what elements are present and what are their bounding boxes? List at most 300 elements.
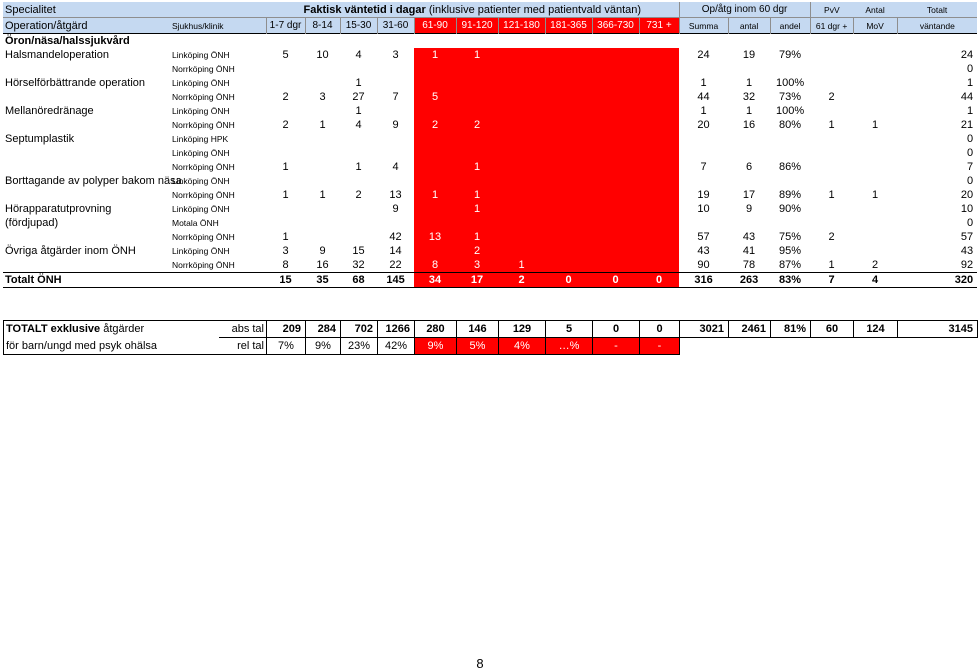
summa-cell: 43 [697,245,710,257]
wait-range-cell-7 [498,244,545,258]
andel-cell: 80% [779,119,802,131]
wait-range-cell-10 [639,76,679,90]
wait-range-cell-7 [498,202,545,216]
wait-range-cell-4: 9 [392,119,399,131]
mov-cell [853,160,897,174]
wait-range-cell-9 [592,216,639,230]
operation-cell [3,230,169,244]
header-wait-title-rest: (inklusive patienter med patientvald väntan) [425,3,642,16]
data-row [3,62,977,76]
summary-abs-cell: 129 [499,321,546,338]
wait-range-cell-5 [414,132,456,146]
header-specialitet: Specialitet [3,2,266,18]
operation-cell: Halsmandeloperation [5,49,109,61]
wait-range-cell-3 [340,230,377,244]
wait-range-cell-2 [305,230,340,244]
wait-range-cell-6: 2 [456,118,498,132]
operation-cell: Borttagande av polyper bakom näsa [5,175,182,187]
wait-range-cell-5: 2 [414,118,456,132]
wait-range-cell-4 [377,76,414,90]
wait-range-cell-9: 0 [592,273,639,288]
wait-range-cell-6 [456,76,498,90]
wait-range-cell-3: 68 [340,273,377,288]
header-range-6: 91-120 [456,18,498,34]
wait-range-cell-10 [639,90,679,104]
g61-cell: 1 [828,189,835,201]
wait-range-cell-4: 22 [389,259,402,271]
clinic-cell: Linköping ÖNH [172,246,230,256]
clinic-cell: Norrköping ÖNH [172,120,235,130]
data-row [3,160,977,174]
vant-cell: 57 [960,231,974,243]
summary-abs-cell: 124 [854,321,898,338]
antal-cell: 263 [728,273,770,288]
andel-cell: 89% [779,189,802,201]
wait-range-cell-7 [498,104,545,118]
wait-range-cell-2 [305,160,340,174]
andel-cell: 73% [779,91,802,103]
wait-range-cell-6 [456,146,498,160]
g61-cell [810,244,853,258]
wait-range-cell-6: 1 [456,48,498,62]
wait-range-cell-10 [639,188,679,202]
header-mov: MoV [853,18,897,34]
mov-cell: 2 [872,259,879,271]
mov-cell [853,244,897,258]
mov-cell [853,202,897,216]
wait-range-cell-4 [377,104,414,118]
mov-cell: 1 [872,189,879,201]
clinic-cell: Norrköping ÖNH [172,162,235,172]
operation-cell: Hörapparatutprovning [5,203,112,215]
vant-cell: 0 [966,147,974,159]
wait-range-cell-1 [266,132,305,146]
wait-range-cell-3: 2 [355,189,362,201]
operation-cell [3,62,169,76]
summa-cell: 1 [700,77,707,89]
clinic-cell: Norrköping ÖNH [172,64,235,74]
wait-range-cell-3: 27 [352,91,365,103]
summary-empty-cell [729,338,771,355]
wait-range-cell-2 [305,174,340,188]
operation-cell [3,146,169,160]
header-summa: Summa [679,18,728,34]
andel-cell: 83% [770,273,810,288]
wait-range-cell-8 [545,132,592,146]
antal-cell [728,174,770,188]
antal-cell: 19 [742,49,756,61]
wait-range-cell-9 [592,76,639,90]
wait-range-cell-1 [266,202,305,216]
header-pvv: PvV [810,2,853,18]
wait-range-cell-3 [340,62,377,76]
mov-cell [853,104,897,118]
wait-range-cell-3 [340,202,377,216]
summary-label-2: för barn/ungd med psyk ohälsa [4,338,219,355]
wait-range-cell-7 [498,216,545,230]
summary-abs-cell: 284 [306,321,341,338]
wait-range-cell-6 [456,62,498,76]
summary-abs-cell: 280 [415,321,457,338]
clinic-cell: Linköping ÖNH [172,148,230,158]
wait-range-cell-8 [545,216,592,230]
summary-abs-cell: 5 [546,321,593,338]
wait-range-cell-9 [592,258,639,273]
wait-range-cell-5 [414,244,456,258]
andel-cell: 90% [779,203,802,215]
summary-empty-cell [771,338,811,355]
wait-range-cell-5 [414,62,456,76]
header-range-1: 1-7 dgr [266,18,305,34]
wait-range-cell-1: 1 [282,189,289,201]
operation-cell [3,90,169,104]
summary-empty-cell [680,338,729,355]
wait-range-cell-6 [456,216,498,230]
wait-range-cell-1 [266,104,305,118]
vant-cell: 1 [966,105,974,117]
summary-abs-row [4,321,978,338]
summary-abs-cell: 0 [593,321,640,338]
data-row [3,188,977,202]
summa-cell: 316 [679,273,728,288]
wait-range-cell-4 [377,132,414,146]
g61-cell [810,216,853,230]
wait-range-cell-3: 4 [355,49,362,61]
wait-range-cell-10 [639,230,679,244]
wait-range-cell-10 [639,202,679,216]
summa-cell: 20 [697,119,710,131]
data-row [3,258,977,273]
wait-range-cell-2: 16 [316,259,329,271]
wait-range-cell-8 [545,244,592,258]
wait-range-cell-9 [592,62,639,76]
summa-cell [679,174,728,188]
wait-range-cell-8 [545,146,592,160]
summary-rel-cell: 5% [457,338,499,355]
wait-range-cell-10 [639,174,679,188]
mov-cell [853,230,897,244]
wait-range-cell-2 [305,132,340,146]
summa-cell: 19 [697,189,710,201]
wait-range-cell-10 [639,160,679,174]
vant-cell: 0 [966,217,974,229]
header-range-4: 31-60 [377,18,414,34]
wait-range-cell-2: 1 [319,119,326,131]
header-vantande: väntande [897,18,977,34]
wait-range-cell-4: 3 [392,49,399,61]
summary-rel-cell: 4% [499,338,546,355]
andel-cell [770,146,810,160]
vant-cell: 44 [960,91,974,103]
wait-range-cell-8 [545,230,592,244]
antal-cell: 16 [742,119,756,131]
andel-cell: 95% [779,245,802,257]
operation-cell [3,118,169,132]
wait-range-cell-9 [592,90,639,104]
antal-cell [728,216,770,230]
g61-cell: 7 [810,273,853,288]
summary-label-1-rest: åtgärder [100,323,145,336]
wait-range-cell-4: 7 [392,91,399,103]
antal-cell: 41 [742,245,756,257]
mov-cell: 4 [853,273,897,288]
wait-range-cell-8 [545,118,592,132]
data-row [3,48,977,62]
summary-empty-cell [811,338,854,355]
summa-cell: 10 [697,203,710,215]
wait-range-cell-9 [592,188,639,202]
data-row [3,230,977,244]
wait-range-cell-7 [498,160,545,174]
vant-cell: 1 [966,77,974,89]
wait-range-cell-8: 0 [545,273,592,288]
g61-cell [810,160,853,174]
section-title: Öron/näsa/halssjukvård [3,34,977,49]
wait-range-cell-7 [498,188,545,202]
antal-cell: 43 [742,231,756,243]
wait-range-cell-5 [414,216,456,230]
wait-range-cell-1: 3 [282,245,289,257]
wait-range-cell-2: 35 [305,273,340,288]
wait-range-cell-1 [266,216,305,230]
summary-abs-cell: 702 [341,321,378,338]
summary-abs-cell: 60 [811,321,854,338]
antal-cell: 6 [745,161,753,173]
operation-cell: Septumplastik [5,133,75,145]
summary-rel-label: rel tal [219,338,267,355]
wait-range-cell-9 [592,174,639,188]
wait-range-cell-9 [592,48,639,62]
section-row [3,34,977,49]
mov-cell: 1 [872,119,879,131]
wait-range-cell-1: 5 [282,49,289,61]
clinic-cell: Norrköping ÖNH [172,92,235,102]
wait-range-cell-10 [639,48,679,62]
wait-range-cell-8 [545,48,592,62]
clinic-cell: Norrköping ÖNH [172,232,235,242]
operation-cell: Mellanöredränage [5,105,94,117]
data-row [3,118,977,132]
summa-cell: 57 [697,231,710,243]
vant-cell: 0 [966,63,974,75]
antal-cell: 9 [745,203,753,215]
wait-range-cell-6 [456,132,498,146]
wait-range-cell-8 [545,188,592,202]
wait-range-cell-9 [592,244,639,258]
wait-range-cell-9 [592,160,639,174]
wait-range-cell-5 [414,202,456,216]
summa-cell: 90 [697,259,710,271]
wait-range-cell-7 [498,76,545,90]
operation-cell: Hörselförbättrande operation [5,77,146,89]
header-range-2: 8-14 [305,18,340,34]
summa-cell: 1 [700,105,707,117]
vant-cell: 0 [966,175,974,187]
header-range-5: 61-90 [414,18,456,34]
summa-cell [679,146,728,160]
wait-range-cell-2: 10 [316,49,329,61]
andel-cell [770,62,810,76]
vant-cell: 0 [966,133,974,145]
wait-range-cell-4 [377,216,414,230]
header-range-10: 731 + [639,18,679,34]
header-row-2 [3,18,977,34]
wait-range-cell-2: 1 [319,189,326,201]
clinic-cell: Linköping ÖNH [172,176,230,186]
wait-range-cell-5: 13 [414,230,456,244]
wait-range-cell-2: 3 [319,91,326,103]
summary-rel-cell: 7% [267,338,306,355]
wait-range-cell-1: 8 [282,259,289,271]
wait-range-cell-1: 15 [266,273,305,288]
g61-cell [810,146,853,160]
summary-rel-cell: - [593,338,640,355]
header-wait-title [266,2,679,18]
vant-cell: 7 [966,161,974,173]
mov-cell [853,76,897,90]
vant-cell: 320 [897,273,977,288]
wait-range-cell-4: 42 [389,231,402,243]
andel-cell [770,132,810,146]
wait-range-cell-5 [414,104,456,118]
wait-range-cell-4 [377,62,414,76]
wait-range-cell-5: 34 [414,273,456,288]
header-andel: andel [770,18,810,34]
andel-cell: 87% [779,259,802,271]
wait-range-cell-7 [498,62,545,76]
header-op-atg: Op/åtg inom 60 dgr [679,2,810,18]
andel-cell [770,174,810,188]
wait-range-cell-7 [498,118,545,132]
wait-range-cell-4: 9 [392,203,399,215]
g61-cell: 1 [828,259,835,271]
wait-range-cell-3: 32 [352,259,365,271]
wait-range-cell-5 [414,160,456,174]
summary-abs-label: abs tal [219,321,267,338]
wait-range-cell-3: 15 [352,245,365,257]
andel-cell: 79% [779,49,802,61]
summary-rel-cell: 23% [341,338,378,355]
wait-range-cell-6: 1 [456,188,498,202]
g61-cell [810,76,853,90]
wait-range-cell-10 [639,132,679,146]
data-row [3,90,977,104]
wait-range-cell-7: 2 [498,273,545,288]
wait-range-cell-10 [639,216,679,230]
wait-range-cell-7: 1 [498,258,545,273]
data-row [3,76,977,90]
summa-cell: 24 [697,49,710,61]
summary-rel-cell: 9% [415,338,457,355]
g61-cell [810,62,853,76]
data-row [3,244,977,258]
mov-cell [853,216,897,230]
clinic-cell: Linköping ÖNH [172,106,230,116]
g61-cell [810,104,853,118]
wait-range-cell-1: 2 [282,119,289,131]
mov-cell [853,174,897,188]
header-sjukhus: Sjukhus/klinik [169,18,266,34]
wait-range-cell-9 [592,132,639,146]
wait-range-cell-7 [498,132,545,146]
summary-abs-cell: 209 [267,321,306,338]
wait-range-cell-4 [377,174,414,188]
header-range-3: 15-30 [340,18,377,34]
data-row [3,104,977,118]
header-61dgr: 61 dgr + [810,18,853,34]
wait-range-cell-6: 17 [456,273,498,288]
andel-cell: 100% [775,77,805,89]
wait-range-cell-1 [266,62,305,76]
vant-cell: 21 [960,119,974,131]
summary-abs-cell: 146 [457,321,499,338]
header-operation: Operation/åtgärd [3,18,169,34]
antal-cell: 1 [745,105,753,117]
wait-range-cell-6: 2 [456,244,498,258]
data-row [3,202,977,216]
wait-range-cell-7 [498,90,545,104]
data-row [3,174,977,188]
g61-cell: 1 [828,119,835,131]
header-totalt: Totalt [897,2,977,18]
clinic-cell: Norrköping ÖNH [172,190,235,200]
wait-range-cell-2 [305,62,340,76]
summary-table [3,320,978,355]
clinic-cell: Motala ÖNH [172,218,219,228]
antal-cell: 78 [742,259,756,271]
vant-cell: 24 [960,49,974,61]
mov-cell [853,132,897,146]
wait-range-cell-8 [545,174,592,188]
page-number: 8 [476,656,484,671]
mov-cell [853,62,897,76]
wait-range-cell-2 [305,104,340,118]
wait-range-cell-2: 9 [319,245,326,257]
summary-empty-cell [898,338,978,355]
waiting-time-table [3,2,977,288]
operation-cell [3,188,169,202]
clinic-cell: Linköping HPK [172,134,229,144]
wait-range-cell-6 [456,174,498,188]
wait-range-cell-5 [414,146,456,160]
andel-cell: 86% [779,161,802,173]
wait-range-cell-5: 1 [414,48,456,62]
andel-cell [770,216,810,230]
data-row [3,132,977,146]
summary-rel-cell: …% [546,338,593,355]
antal-cell: 1 [745,77,753,89]
wait-range-cell-10 [639,62,679,76]
g61-cell [810,202,853,216]
mov-cell [853,48,897,62]
g61-cell [810,132,853,146]
operation-cell [3,160,169,174]
summary-abs-cell: 3021 [680,321,729,338]
wait-range-cell-2 [305,216,340,230]
wait-range-cell-3 [340,216,377,230]
wait-range-cell-9 [592,118,639,132]
wait-range-cell-9 [592,230,639,244]
wait-range-cell-3: 1 [355,77,362,89]
wait-range-cell-10: 0 [639,273,679,288]
header-antal-2: antal [728,18,770,34]
wait-range-cell-6: 1 [456,202,498,216]
header-row-1 [3,2,977,18]
g61-cell [810,48,853,62]
wait-range-cell-7 [498,174,545,188]
antal-cell [728,132,770,146]
wait-range-cell-5 [414,174,456,188]
